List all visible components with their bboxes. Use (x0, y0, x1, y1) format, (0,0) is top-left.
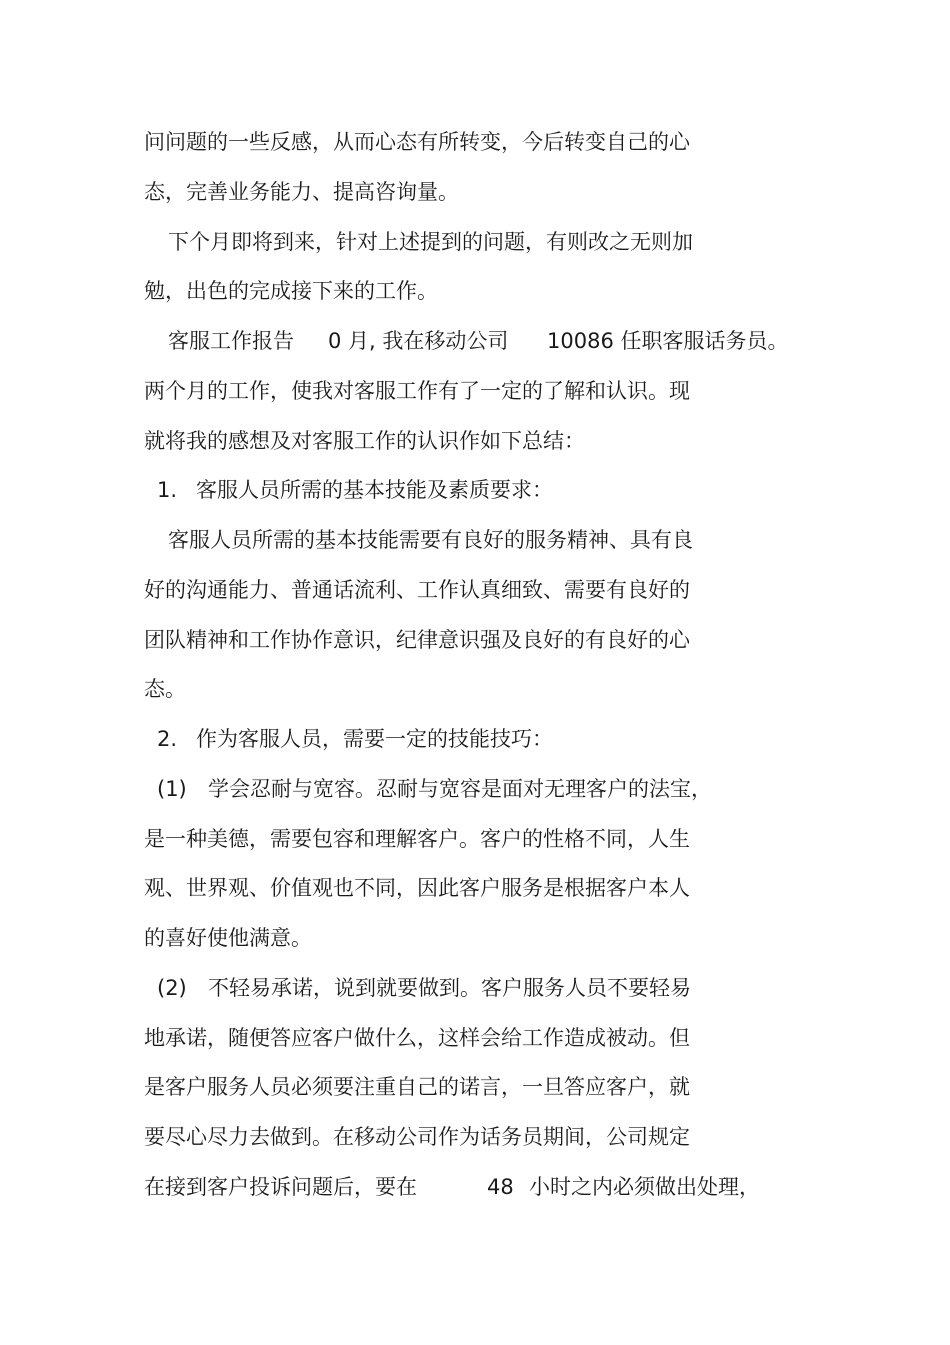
text-run: 团队精神和工作协作意识，纪律意识强及良好的有良好的心 (144, 628, 690, 652)
text-run: 好的沟通能力、普通话流利、工作认真细致、需要有良好的 (144, 578, 690, 602)
list-number: 1. (157, 478, 178, 502)
text-line (0, 321, 950, 361)
text-line (0, 371, 950, 411)
text-run: 小时之内必须做出处理， (529, 1175, 760, 1199)
text-line (0, 271, 950, 311)
text-run: 10086 任职客服话务员。 (547, 329, 789, 353)
text-line (0, 421, 950, 461)
text-line (0, 868, 950, 908)
text-line (0, 570, 950, 610)
text-line (0, 172, 950, 212)
text-run: 地承诺，随便答应客户做什么，这样会给工作造成被动。但 (144, 1026, 690, 1050)
text-line (0, 1018, 950, 1058)
sub-item-number: (1) (157, 777, 187, 801)
text-line (0, 1167, 950, 1207)
text-run: 态，完善业务能力、提高咨询量。 (144, 180, 459, 204)
text-line (0, 620, 950, 660)
sub-item (0, 769, 950, 809)
text-line (0, 669, 950, 709)
text-run: 48 (487, 1175, 514, 1199)
text-run: 学会忍耐与宽容。忍耐与宽容是面对无理客户的法宝， (208, 777, 712, 801)
sub-item (0, 968, 950, 1008)
list-item-heading (0, 719, 950, 759)
text-line (0, 1117, 950, 1157)
text-run: 在接到客户投诉问题后，要在 (144, 1175, 417, 1199)
text-line (0, 122, 950, 162)
text-run: 的喜好使他满意。 (144, 926, 312, 950)
text-line (0, 918, 950, 958)
list-item-heading (0, 470, 950, 510)
text-run: 下个月即将到来，针对上述提到的问题，有则改之无则加 (168, 230, 693, 254)
text-run: 不轻易承诺，说到就要做到。客户服务人员不要轻易 (208, 976, 691, 1000)
text-run: 0 月, 我在移动公司 (328, 329, 509, 353)
sub-item-number: (2) (157, 976, 187, 1000)
text-run: 观、世界观、价值观也不同，因此客户服务是根据客户本人 (144, 876, 690, 900)
text-run: 要尽心尽力去做到。在移动公司作为话务员期间，公司规定 (144, 1125, 690, 1149)
text-run: 是客户服务人员必须要注重自己的诺言，一旦答应客户，就 (144, 1075, 690, 1099)
text-run: 客服人员所需的基本技能及素质要求： (196, 478, 553, 502)
text-line (0, 1067, 950, 1107)
text-run: 问问题的一些反感，从而心态有所转变，今后转变自己的心 (144, 130, 690, 154)
text-run: 两个月的工作，使我对客服工作有了一定的了解和认识。现 (144, 379, 690, 403)
text-line (0, 819, 950, 859)
text-line (0, 520, 950, 560)
text-run: 客服人员所需的基本技能需要有良好的服务精神、具有良 (168, 528, 693, 552)
list-number: 2. (157, 727, 178, 751)
text-line (0, 222, 950, 262)
text-run: 勉，出色的完成接下来的工作。 (144, 279, 438, 303)
text-run: 态。 (144, 677, 186, 701)
text-run: 客服工作报告 (168, 329, 294, 353)
text-run: 作为客服人员，需要一定的技能技巧： (196, 727, 553, 751)
text-run: 就将我的感想及对客服工作的认识作如下总结： (144, 429, 585, 453)
text-run: 是一种美德，需要包容和理解客户。客户的性格不同，人生 (144, 827, 690, 851)
